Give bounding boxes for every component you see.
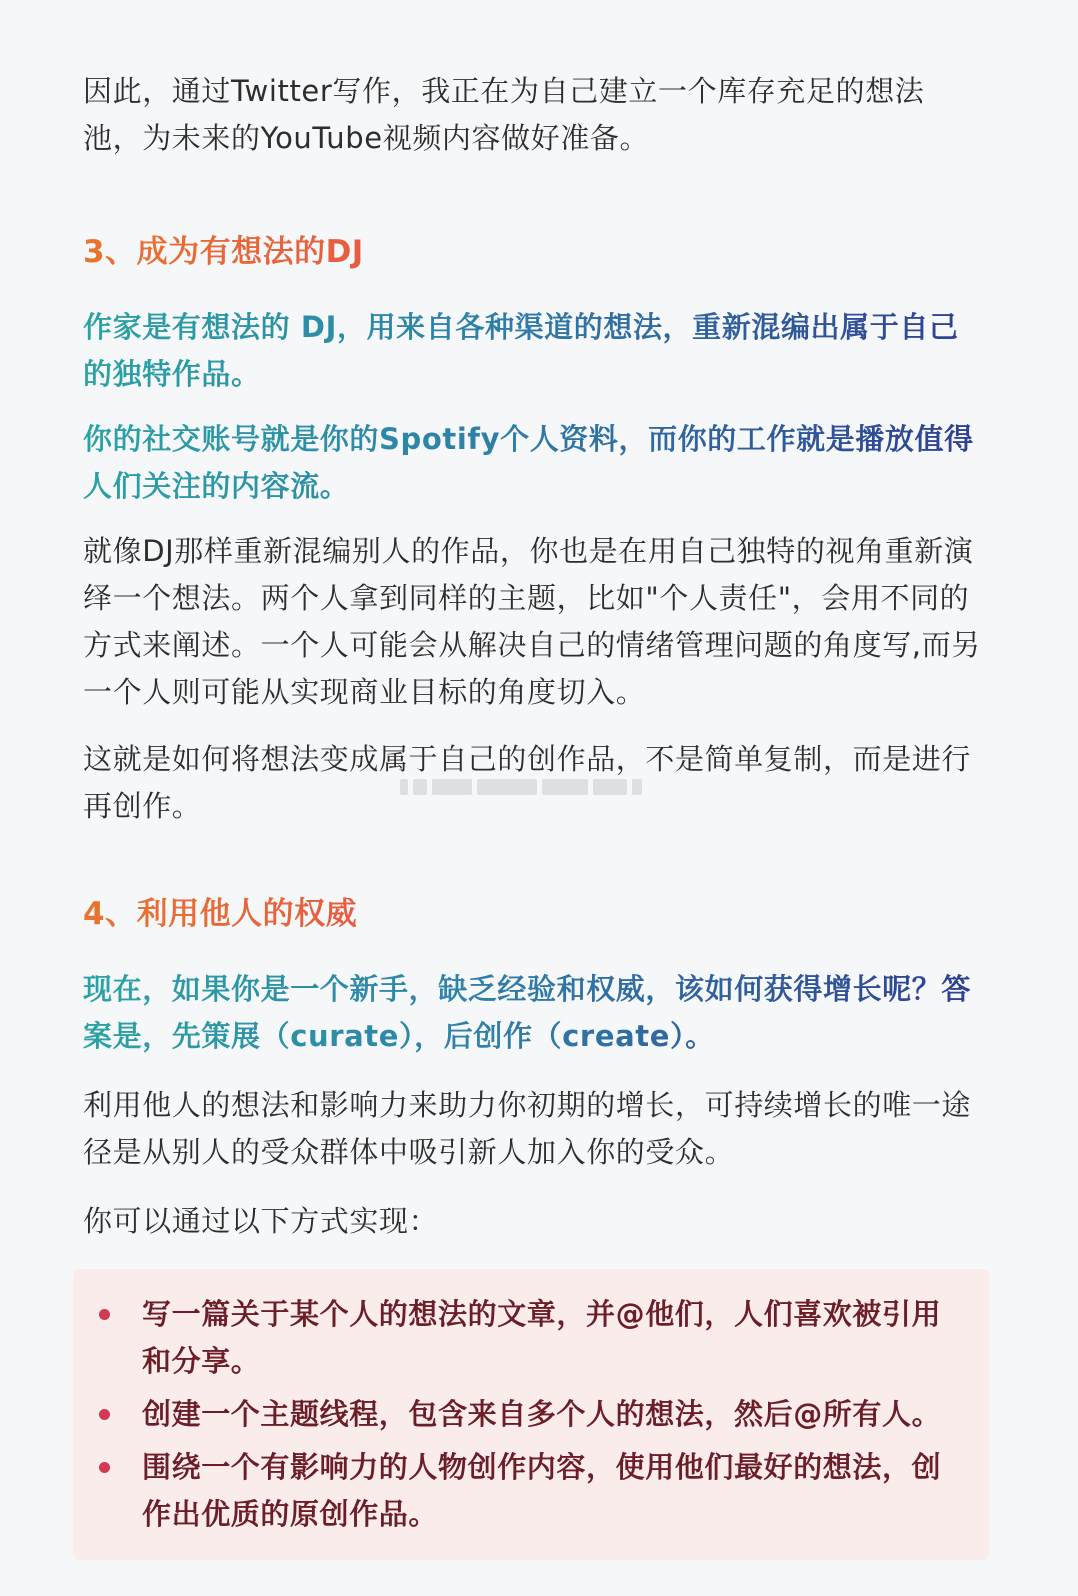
section-3-heading: 3、成为有想法的DJ xyxy=(83,230,982,274)
bullet-icon xyxy=(99,1409,110,1420)
list-item xyxy=(99,1391,969,1438)
section-4-paragraph-1: 利用他人的想法和影响力来助力你初期的增长，可持续增长的唯一途径是从别人的受众群体中吸引新人加入你的受众。 xyxy=(83,1088,972,1169)
section-4-heading: 4、利用他人的权威 xyxy=(83,892,982,936)
methods-list xyxy=(73,1269,989,1560)
section-3-highlight-2: 你的社交账号就是你的Spotify个人资料，而你的工作就是播放值得人们关注的内容流。 xyxy=(83,416,982,510)
blurred-watermark xyxy=(400,776,660,798)
section-3-paragraph-2: 这就是如何将想法变成属于自己的创作品，不是简单复制，而是进行再创作。 xyxy=(83,742,972,823)
section-3-paragraph-1: 就像DJ那样重新混编别人的作品，你也是在用自己独特的视角重新演绎一个想法。两个人拿到同样的主题，比如"个人责任"，会用不同的方式来阐述。一个人可能会从解决自己的情绪管理问题的角度写,而另一个人则可能从实现商业目标的角度切入。 xyxy=(83,534,981,709)
intro-paragraph: 因此，通过Twitter写作，我正在为自己建立一个库存充足的想法池，为未来的YouTube视频内容做好准备。 xyxy=(83,74,925,155)
section-4-paragraph-2: 你可以通过以下方式实现： xyxy=(83,1204,439,1238)
list-item-text: 写一篇关于某个人的想法的文章，并@他们，人们喜欢被引用和分享。 xyxy=(142,1297,942,1378)
list-item xyxy=(99,1291,969,1385)
section-3-highlight-1: 作家是有想法的 DJ，用来自各种渠道的想法，重新混编出属于自己的独特作品。 xyxy=(83,304,982,398)
bullet-icon xyxy=(99,1309,110,1320)
list-item xyxy=(99,1444,969,1538)
section-4-highlight: 现在，如果你是一个新手，缺乏经验和权威，该如何获得增长呢？答案是，先策展（curate），后创作（create）。 xyxy=(83,966,982,1060)
bullet-icon xyxy=(99,1462,110,1473)
list-item-text: 创建一个主题线程，包含来自多个人的想法，然后@所有人。 xyxy=(142,1397,942,1431)
list-item-text: 围绕一个有影响力的人物创作内容，使用他们最好的想法，创作出优质的原创作品。 xyxy=(142,1450,942,1531)
